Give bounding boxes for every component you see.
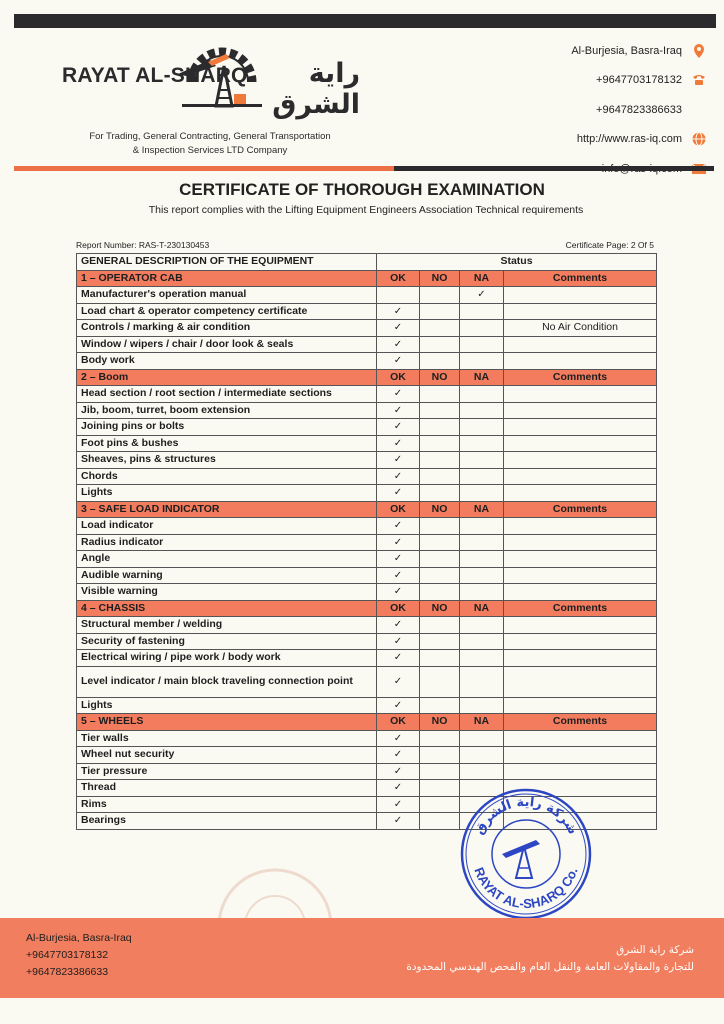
comment-cell [504,402,657,419]
section-header-row [77,369,657,386]
status-ok-cell [377,666,420,697]
status-na-cell [460,747,504,764]
status-no-cell [420,320,460,337]
section-title: 5 – WHEELS [77,714,377,731]
check-icon: ✓ [393,388,403,400]
status-ok-cell [377,386,420,403]
header-status: Status [377,254,657,271]
status-ok-cell [377,452,420,469]
table-row [77,303,657,320]
comment-cell [504,763,657,780]
comment-cell [504,617,657,634]
status-ok-cell [377,287,420,304]
status-ok-cell [377,518,420,535]
table-row [77,402,657,419]
status-ok-cell [377,747,420,764]
table-row [77,518,657,535]
check-icon: ✓ [393,470,403,482]
check-icon: ✓ [393,635,403,647]
svg-text:شركة راية الشرق: شركة راية الشرق [471,794,581,838]
section-col-no: NO [420,369,460,386]
item-label: Manufacturer's operation manual [77,287,377,304]
header-rule-dark [394,166,714,171]
comment-cell [504,336,657,353]
status-na-cell [460,551,504,568]
section-col-no: NO [420,501,460,518]
item-label: Foot pins & bushes [77,435,377,452]
inspection-table [76,253,657,830]
header-description: GENERAL DESCRIPTION OF THE EQUIPMENT [77,254,377,271]
status-no-cell [420,666,460,697]
status-no-cell [420,303,460,320]
status-ok-cell [377,763,420,780]
section-col-comments: Comments [504,369,657,386]
check-icon: ✓ [393,815,403,827]
item-label: Security of fastening [77,633,377,650]
check-icon: ✓ [393,404,403,416]
check-icon: ✓ [393,487,403,499]
check-icon: ✓ [393,586,403,598]
check-icon: ✓ [393,652,403,664]
check-icon: ✓ [393,782,403,794]
item-label: Structural member / welding [77,617,377,634]
status-no-cell [420,617,460,634]
section-title: 3 – SAFE LOAD INDICATOR [77,501,377,518]
section-col-comments: Comments [504,714,657,731]
document-subtitle: This report complies with the Lifting Equipment Engineers Association Technical requirements [148,204,584,216]
status-no-cell [420,584,460,601]
item-label: Bearings [77,813,377,830]
table-row [77,419,657,436]
item-label: Visible warning [77,584,377,601]
company-logo [60,34,360,120]
section-header-row [77,270,657,287]
comment-cell [504,468,657,485]
item-label: Rims [77,796,377,813]
tagline-line-2: & Inspection Services LTD Company [132,145,288,156]
section-col-ok: OK [377,270,420,287]
comment-cell [504,747,657,764]
comment-cell [504,650,657,667]
status-no-cell [420,435,460,452]
footer-arabic-name [406,942,694,976]
status-ok-cell [377,796,420,813]
status-na-cell [460,584,504,601]
comment-cell [504,303,657,320]
item-label: Angle [77,551,377,568]
section-col-comments: Comments [504,270,657,287]
check-icon: ✓ [393,798,403,810]
table-row [77,353,657,370]
status-na-cell [460,650,504,667]
contact-phone-1-text: +9647703178132 [596,74,682,87]
status-ok-cell [377,650,420,667]
item-label: Thread [77,780,377,797]
status-no-cell [420,551,460,568]
section-col-na: NA [460,501,504,518]
section-header-row [77,501,657,518]
check-icon: ✓ [393,322,403,334]
check-icon: ✓ [393,355,403,367]
status-no-cell [420,518,460,535]
check-icon: ✓ [393,732,403,744]
section-title: 4 – CHASSIS [77,600,377,617]
status-no-cell [420,468,460,485]
item-label: Wheel nut security [77,747,377,764]
report-number: Report Number: RAS-T-230130453 [76,240,210,250]
footer-arabic-line-1: شركة راية الشرق [616,944,694,956]
item-label: Audible warning [77,567,377,584]
header-rule-orange [14,166,394,171]
table-row [77,633,657,650]
status-no-cell [420,419,460,436]
footer-arabic-line-2: للتجارة والمقاولات العامة والنقل العام والفحص الهندسي المحدودة [406,961,694,973]
status-na-cell [460,287,504,304]
status-no-cell [420,402,460,419]
table-row [77,452,657,469]
status-no-cell [420,336,460,353]
contact-phone-2 [571,95,706,125]
status-ok-cell [377,567,420,584]
comment-cell [504,386,657,403]
table-row [77,666,657,697]
footer-address: Al-Burjesia, Basra-Iraq [26,932,132,944]
status-na-cell [460,336,504,353]
contact-website[interactable] [571,125,706,155]
status-ok-cell [377,303,420,320]
table-row [77,567,657,584]
status-no-cell [420,747,460,764]
certificate-page: Certificate Page: 2 Of 5 [565,240,654,250]
status-na-cell [460,763,504,780]
check-icon: ✓ [393,749,403,761]
table-row [77,617,657,634]
comment-cell [504,287,657,304]
item-label: Level indicator / main block traveling connection point [77,666,377,697]
contact-website-link[interactable]: http://www.ras-iq.com [576,133,682,146]
section-col-no: NO [420,270,460,287]
status-na-cell [460,697,504,714]
status-na-cell [460,633,504,650]
status-no-cell [420,650,460,667]
tagline-line-1: For Trading, General Contracting, General Transportation [89,131,331,142]
section-title: 2 – Boom [77,369,377,386]
item-label: Electrical wiring / pipe work / body work [77,650,377,667]
status-ok-cell [377,534,420,551]
item-label: Radius indicator [77,534,377,551]
logo-name-en: RAYAT AL-SHARQ [62,64,248,87]
item-label: Sheaves, pins & structures [77,452,377,469]
contact-phone-1 [571,66,706,96]
table-row [77,747,657,764]
table-row [77,320,657,337]
status-ok-cell [377,584,420,601]
comment-cell [504,518,657,535]
contact-block [571,36,706,184]
comment-cell [504,551,657,568]
document-title: CERTIFICATE OF THOROUGH EXAMINATION [179,180,545,199]
status-no-cell [420,730,460,747]
check-icon: ✓ [393,553,403,565]
status-ok-cell [377,551,420,568]
comment-cell [504,584,657,601]
status-ok-cell [377,730,420,747]
table-row [77,551,657,568]
check-icon: ✓ [477,289,486,301]
section-header-row [77,714,657,731]
phone-icon [692,73,706,87]
table-row [77,584,657,601]
table-row [77,468,657,485]
check-icon: ✓ [393,421,403,433]
company-tagline [60,130,360,158]
globe-icon [692,132,706,146]
contact-address [571,36,706,66]
footer-phone-2: +9647823386633 [26,966,109,978]
comment-cell [504,567,657,584]
item-label: Load indicator [77,518,377,535]
section-col-comments: Comments [504,600,657,617]
table-row [77,386,657,403]
status-no-cell [420,534,460,551]
status-na-cell [460,402,504,419]
status-no-cell [420,567,460,584]
status-na-cell [460,666,504,697]
status-na-cell [460,567,504,584]
status-na-cell [460,617,504,634]
logo-name-ar: راية الشرق [272,58,360,120]
section-col-na: NA [460,270,504,287]
location-pin-icon [692,44,706,58]
table-row [77,650,657,667]
item-label: Window / wipers / chair / door look & seals [77,336,377,353]
status-ok-cell [377,435,420,452]
section-header-row [77,600,657,617]
status-na-cell [460,518,504,535]
status-na-cell [460,419,504,436]
status-na-cell [460,320,504,337]
status-na-cell [460,730,504,747]
item-label: Lights [77,485,377,502]
footer-phone-1: +9647703178132 [26,949,109,961]
header-top-bar [14,14,716,28]
comment-cell [504,730,657,747]
contact-phone-2-text: +9647823386633 [596,103,682,116]
svg-text:RAYAT AL-SHARQ Co.: RAYAT AL-SHARQ Co. [471,865,581,912]
comment-cell: No Air Condition [504,320,657,337]
section-col-no: NO [420,714,460,731]
status-ok-cell [377,402,420,419]
comment-cell [504,353,657,370]
status-ok-cell [377,633,420,650]
section-col-ok: OK [377,501,420,518]
status-na-cell [460,303,504,320]
status-no-cell [420,780,460,797]
contact-address-text: Al-Burjesia, Basra-Iraq [571,44,682,57]
table-row [77,336,657,353]
inspection-table-body [77,254,657,830]
comment-cell [504,534,657,551]
status-no-cell [420,813,460,830]
section-col-ok: OK [377,714,420,731]
status-na-cell [460,468,504,485]
check-icon: ✓ [393,338,403,350]
table-row [77,435,657,452]
item-label: Body work [77,353,377,370]
item-label: Head section / root section / intermediate sections [77,386,377,403]
check-icon: ✓ [393,569,403,581]
comment-cell [504,452,657,469]
status-no-cell [420,386,460,403]
table-row [77,534,657,551]
section-title: 1 – OPERATOR CAB [77,270,377,287]
item-label: Jib, boom, turret, boom extension [77,402,377,419]
status-ok-cell [377,353,420,370]
item-label: Load chart & operator competency certificate [77,303,377,320]
table-row [77,485,657,502]
comment-cell [504,633,657,650]
table-row [77,763,657,780]
table-row [77,287,657,304]
comment-cell [504,666,657,697]
status-ok-cell [377,813,420,830]
status-ok-cell [377,336,420,353]
check-icon: ✓ [393,536,403,548]
item-label: Lights [77,697,377,714]
check-icon: ✓ [393,765,403,777]
status-no-cell [420,796,460,813]
check-icon: ✓ [393,619,403,631]
table-header-row [77,254,657,271]
table-row [77,697,657,714]
item-label: Joining pins or bolts [77,419,377,436]
check-icon: ✓ [393,676,403,687]
status-na-cell [460,485,504,502]
status-ok-cell [377,697,420,714]
status-ok-cell [377,320,420,337]
status-na-cell [460,435,504,452]
section-col-na: NA [460,369,504,386]
section-col-comments: Comments [504,501,657,518]
status-na-cell [460,353,504,370]
section-col-na: NA [460,600,504,617]
status-no-cell [420,452,460,469]
item-label: Chords [77,468,377,485]
footer-contact [26,930,132,981]
status-no-cell [420,763,460,780]
check-icon: ✓ [393,454,403,466]
status-no-cell [420,633,460,650]
status-ok-cell [377,780,420,797]
item-label: Controls / marking & air condition [77,320,377,337]
section-col-ok: OK [377,600,420,617]
status-ok-cell [377,617,420,634]
comment-cell [504,697,657,714]
footer-band [0,918,724,998]
item-label: Tier walls [77,730,377,747]
status-ok-cell [377,468,420,485]
status-no-cell [420,485,460,502]
check-icon: ✓ [393,520,403,532]
table-row [77,730,657,747]
section-col-no: NO [420,600,460,617]
check-icon: ✓ [393,699,403,711]
section-col-na: NA [460,714,504,731]
status-na-cell [460,452,504,469]
status-no-cell [420,697,460,714]
status-na-cell [460,534,504,551]
comment-cell [504,419,657,436]
company-seal-icon [458,788,594,920]
status-ok-cell [377,419,420,436]
status-no-cell [420,353,460,370]
status-ok-cell [377,485,420,502]
item-label: Tier pressure [77,763,377,780]
comment-cell [504,435,657,452]
company-stamp [458,788,594,924]
status-no-cell [420,287,460,304]
comment-cell [504,485,657,502]
check-icon: ✓ [393,437,403,449]
check-icon: ✓ [393,305,403,317]
status-na-cell [460,386,504,403]
section-col-ok: OK [377,369,420,386]
